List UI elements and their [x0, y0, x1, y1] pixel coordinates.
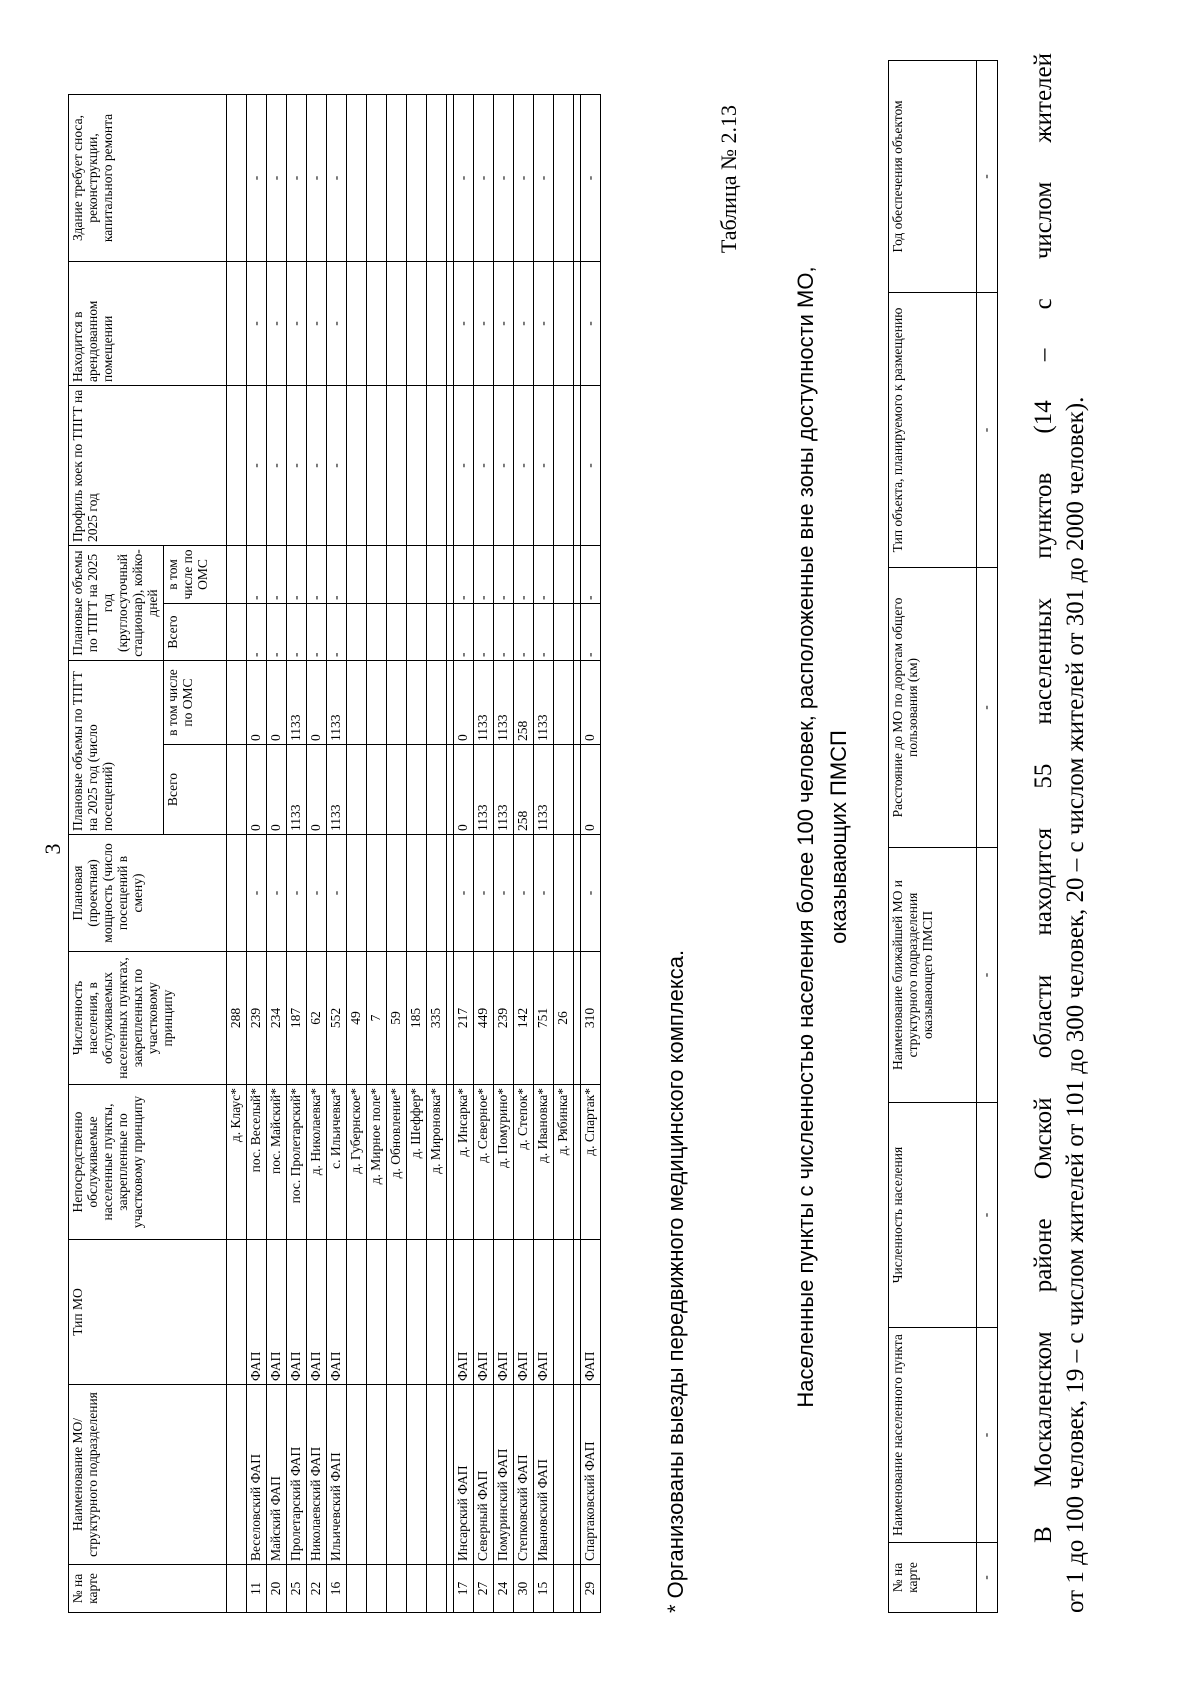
- repair-cell: -: [307, 95, 327, 262]
- capacity-cell: -: [454, 835, 474, 952]
- name-cell: [407, 1385, 427, 1565]
- visits-total-cell: 0: [454, 745, 474, 835]
- name-cell: [367, 1385, 387, 1565]
- table-row: [347, 95, 367, 1613]
- name-cell: [427, 1385, 447, 1565]
- capacity-cell: -: [247, 835, 267, 952]
- name-cell: Ильичевский ФАП: [327, 1385, 347, 1565]
- table-row: [554, 95, 574, 1613]
- profile-cell: -: [307, 386, 327, 546]
- table-row: [307, 95, 327, 1613]
- capacity-cell: [407, 835, 427, 952]
- rented-cell: -: [327, 262, 347, 386]
- beds-oms-cell: -: [454, 546, 474, 604]
- num-cell: 27: [474, 1565, 494, 1613]
- visits-total-cell: 0: [247, 745, 267, 835]
- rented-cell: [387, 262, 407, 386]
- beds-total-cell: -: [307, 604, 327, 661]
- type-cell: ФАП: [454, 1240, 474, 1385]
- population-cell: 7: [367, 952, 387, 1085]
- profile-cell: -: [494, 386, 514, 546]
- profile-cell: -: [581, 386, 601, 546]
- header-visits: Плановые объемы по ТПГТ на 2025 год (число посещений): [69, 661, 164, 835]
- visits-oms-cell: 0: [307, 661, 327, 745]
- table2-header: № на карте: [889, 1543, 977, 1613]
- population-cell: 187: [287, 952, 307, 1085]
- num-cell: [347, 1565, 367, 1613]
- population-cell: 449: [474, 952, 494, 1085]
- visits-total-cell: [427, 745, 447, 835]
- section-title-line1: Населенные пункты с численностью населения более 100 человек, расположенные вне зоны доступности МО,: [793, 266, 818, 1408]
- table-row: [387, 95, 407, 1613]
- settlement-cell: д. Северное*: [474, 1085, 494, 1240]
- table-row: [977, 61, 998, 1613]
- beds-total-cell: [407, 604, 427, 661]
- type-cell: ФАП: [267, 1240, 287, 1385]
- beds-total-cell: [554, 604, 574, 661]
- header-profile: Профиль коек по ТПГТ на 2025 год: [69, 386, 227, 546]
- name-cell: Инсарский ФАП: [454, 1385, 474, 1565]
- visits-total-cell: 1133: [287, 745, 307, 835]
- capacity-cell: [427, 835, 447, 952]
- beds-total-cell: [427, 604, 447, 661]
- population-cell: 335: [427, 952, 447, 1085]
- name-cell: Веселовский ФАП: [247, 1385, 267, 1565]
- profile-cell: [347, 386, 367, 546]
- rented-cell: -: [307, 262, 327, 386]
- capacity-cell: -: [581, 835, 601, 952]
- repair-cell: [367, 95, 387, 262]
- settlement-cell: д. Шеффер*: [407, 1085, 427, 1240]
- visits-total-cell: 0: [267, 745, 287, 835]
- repair-cell: -: [287, 95, 307, 262]
- type-cell: [427, 1240, 447, 1385]
- table-row: [407, 95, 427, 1613]
- beds-total-cell: -: [267, 604, 287, 661]
- repair-cell: -: [454, 95, 474, 262]
- population-cell: 26: [554, 952, 574, 1085]
- rented-cell: -: [494, 262, 514, 386]
- visits-oms-cell: 0: [247, 661, 267, 745]
- beds-total-cell: [387, 604, 407, 661]
- num-cell: 20: [267, 1565, 287, 1613]
- section-title-line2: оказывающих ПМСП: [826, 730, 851, 944]
- num-cell: 16: [327, 1565, 347, 1613]
- beds-total-cell: [347, 604, 367, 661]
- visits-oms-cell: [554, 661, 574, 745]
- type-cell: [407, 1240, 427, 1385]
- profile-cell: -: [267, 386, 287, 546]
- capacity-cell: -: [287, 835, 307, 952]
- repair-cell: -: [327, 95, 347, 262]
- profile-cell: [407, 386, 427, 546]
- beds-oms-cell: -: [474, 546, 494, 604]
- population-cell: 59: [387, 952, 407, 1085]
- name-cell: Пролетарский ФАП: [287, 1385, 307, 1565]
- num-cell: 30: [514, 1565, 534, 1613]
- settlement-cell: с. Ильичевка*: [327, 1085, 347, 1240]
- settlement-cell: д. Помурино*: [494, 1085, 514, 1240]
- table2-header: Наименование ближайшей МО и структурного подразделения оказывающего ПМСП: [889, 848, 977, 1103]
- visits-total-cell: 0: [307, 745, 327, 835]
- capacity-cell: [367, 835, 387, 952]
- table2-header: Наименование населенного пункта: [889, 1328, 977, 1543]
- settlement-cell: д. Мироновка*: [427, 1085, 447, 1240]
- num-cell: 24: [494, 1565, 514, 1613]
- settlement-cell: д. Рябинка*: [554, 1085, 574, 1240]
- population-cell: 288: [227, 952, 247, 1085]
- visits-oms-cell: [347, 661, 367, 745]
- profile-cell: [367, 386, 387, 546]
- beds-oms-cell: [367, 546, 387, 604]
- header-beds-total: Всего: [164, 604, 227, 661]
- repair-cell: -: [581, 95, 601, 262]
- beds-total-cell: -: [474, 604, 494, 661]
- beds-total-cell: -: [454, 604, 474, 661]
- settlement-cell: д. Николаевка*: [307, 1085, 327, 1240]
- name-cell: Майский ФАП: [267, 1385, 287, 1565]
- beds-total-cell: -: [514, 604, 534, 661]
- beds-total-cell: -: [287, 604, 307, 661]
- type-cell: ФАП: [474, 1240, 494, 1385]
- population-cell: 239: [494, 952, 514, 1085]
- table2-cell: -: [977, 1328, 998, 1543]
- rented-cell: [367, 262, 387, 386]
- capacity-cell: -: [514, 835, 534, 952]
- beds-oms-cell: -: [247, 546, 267, 604]
- profile-cell: [427, 386, 447, 546]
- profile-cell: -: [454, 386, 474, 546]
- type-cell: ФАП: [247, 1240, 267, 1385]
- header-rented: Находится в арендованном помещении: [69, 262, 227, 386]
- repair-cell: [347, 95, 367, 262]
- profile-cell: -: [327, 386, 347, 546]
- beds-total-cell: -: [534, 604, 554, 661]
- beds-total-cell: -: [494, 604, 514, 661]
- table-row: [514, 95, 534, 1613]
- name-cell: [347, 1385, 367, 1565]
- name-cell: [554, 1385, 574, 1565]
- beds-oms-cell: [347, 546, 367, 604]
- table-row: [327, 95, 347, 1613]
- beds-total-cell: [367, 604, 387, 661]
- capacity-cell: -: [267, 835, 287, 952]
- table-row: [427, 95, 447, 1613]
- repair-cell: -: [247, 95, 267, 262]
- settlement-cell: д. Клаус*: [227, 1085, 247, 1240]
- repair-cell: -: [494, 95, 514, 262]
- beds-oms-cell: [427, 546, 447, 604]
- type-cell: [387, 1240, 407, 1385]
- type-cell: [367, 1240, 387, 1385]
- beds-oms-cell: -: [307, 546, 327, 604]
- visits-oms-cell: 0: [454, 661, 474, 745]
- visits-oms-cell: 1133: [474, 661, 494, 745]
- population-cell: 234: [267, 952, 287, 1085]
- capacity-cell: -: [494, 835, 514, 952]
- name-cell: Степковский ФАП: [514, 1385, 534, 1565]
- name-cell: Ивановский ФАП: [534, 1385, 554, 1565]
- num-cell: [427, 1565, 447, 1613]
- header-population: Численность населения, в обслуживаемых населенных пунктах, закрепленных по участковому принципу: [69, 952, 227, 1085]
- footnote: * Организованы выезды передвижного медицинского комплекса.: [663, 949, 688, 1613]
- table-number: Таблица № 2.13: [716, 105, 741, 254]
- capacity-cell: -: [534, 835, 554, 952]
- section-title: [789, 61, 855, 1613]
- visits-total-cell: 1133: [534, 745, 554, 835]
- table-row: [474, 95, 494, 1613]
- type-cell: ФАП: [327, 1240, 347, 1385]
- table2-header: Тип объекта, планируемого к размещению: [889, 293, 977, 568]
- table-row: [581, 95, 601, 1613]
- rented-cell: [407, 262, 427, 386]
- capacity-cell: [554, 835, 574, 952]
- profile-cell: -: [514, 386, 534, 546]
- table2-header: Год обеспечения объектом: [889, 61, 977, 293]
- beds-oms-cell: -: [287, 546, 307, 604]
- visits-total-cell: 1133: [474, 745, 494, 835]
- settlement-cell: д. Инсарка*: [454, 1085, 474, 1240]
- beds-total-cell: -: [581, 604, 601, 661]
- beds-oms-cell: [554, 546, 574, 604]
- header-num: № на карте: [69, 1565, 227, 1613]
- capacity-cell: -: [307, 835, 327, 952]
- header-beds: Плановые объемы по ТПГТ на 2025 год (круглосуточный стационар), койко-дней: [69, 546, 164, 661]
- visits-oms-cell: 1133: [327, 661, 347, 745]
- rented-cell: [427, 262, 447, 386]
- population-cell: 142: [514, 952, 534, 1085]
- visits-oms-cell: [367, 661, 387, 745]
- name-cell: Спартаковский ФАП: [581, 1385, 601, 1565]
- name-cell: Николаевский ФАП: [307, 1385, 327, 1565]
- header-visits-total: Всего: [164, 745, 227, 835]
- table2-cell: -: [977, 848, 998, 1103]
- rented-cell: [554, 262, 574, 386]
- rented-cell: -: [534, 262, 554, 386]
- population-cell: 62: [307, 952, 327, 1085]
- paragraph-line1: В Москаленском районе Омской области находится 55 населенных пунктов (14 – с числом жителей: [1030, 53, 1057, 1543]
- repair-cell: -: [534, 95, 554, 262]
- num-cell: [387, 1565, 407, 1613]
- type-cell: ФАП: [534, 1240, 554, 1385]
- header-visits-oms: в том числе по ОМС: [164, 661, 227, 745]
- num-cell: 25: [287, 1565, 307, 1613]
- repair-cell: [407, 95, 427, 262]
- visits-oms-cell: [427, 661, 447, 745]
- row-separator: [574, 95, 581, 1613]
- settlement-cell: пос. Пролетарский*: [287, 1085, 307, 1240]
- repair-cell: -: [267, 95, 287, 262]
- settlement-cell: д. Степок*: [514, 1085, 534, 1240]
- settlement-cell: пос. Майский*: [267, 1085, 287, 1240]
- population-cell: 239: [247, 952, 267, 1085]
- visits-total-cell: 1133: [494, 745, 514, 835]
- table2-header: Расстояние до МО по дорогам общего пользования (км): [889, 568, 977, 848]
- beds-oms-cell: [407, 546, 427, 604]
- num-cell: 11: [247, 1565, 267, 1613]
- page-number: 3: [40, 843, 65, 855]
- beds-oms-cell: -: [327, 546, 347, 604]
- type-cell: ФАП: [494, 1240, 514, 1385]
- num-cell: 29: [581, 1565, 601, 1613]
- table-row: [267, 95, 287, 1613]
- capacity-cell: -: [327, 835, 347, 952]
- visits-total-cell: [387, 745, 407, 835]
- repair-cell: [427, 95, 447, 262]
- table2-cell: -: [977, 1103, 998, 1328]
- table2-cell: -: [977, 1543, 998, 1613]
- repair-cell: [554, 95, 574, 262]
- repair-cell: [387, 95, 407, 262]
- type-cell: [554, 1240, 574, 1385]
- type-cell: ФАП: [514, 1240, 534, 1385]
- visits-total-cell: [407, 745, 427, 835]
- visits-oms-cell: 1133: [494, 661, 514, 745]
- settlement-cell: пос. Веселый*: [247, 1085, 267, 1240]
- settlement-cell: д. Ивановка*: [534, 1085, 554, 1240]
- num-cell: 15: [534, 1565, 554, 1613]
- capacity-cell: [347, 835, 367, 952]
- table2-cell: -: [977, 61, 998, 293]
- visits-total-cell: [347, 745, 367, 835]
- beds-oms-cell: -: [514, 546, 534, 604]
- profile-cell: -: [287, 386, 307, 546]
- row-separator: [447, 95, 454, 1613]
- table-row: [534, 95, 554, 1613]
- beds-oms-cell: -: [494, 546, 514, 604]
- num-cell: [407, 1565, 427, 1613]
- population-cell: 217: [454, 952, 474, 1085]
- rented-cell: -: [287, 262, 307, 386]
- visits-total-cell: 0: [581, 745, 601, 835]
- population-cell: 751: [534, 952, 554, 1085]
- population-cell: 185: [407, 952, 427, 1085]
- facilities-table: [68, 94, 601, 1613]
- table-row: [494, 95, 514, 1613]
- type-cell: ФАП: [307, 1240, 327, 1385]
- settlement-cell: д. Губернское*: [347, 1085, 367, 1240]
- table2-cell: -: [977, 293, 998, 568]
- beds-oms-cell: -: [581, 546, 601, 604]
- visits-oms-cell: 0: [267, 661, 287, 745]
- paragraph: [1028, 53, 1092, 1613]
- header-settlements: Непосредственно обслуживаемые населенные пункты, закрепленные по участковому принципу: [69, 1085, 227, 1240]
- visits-total-cell: 1133: [327, 745, 347, 835]
- table-row: [287, 95, 307, 1613]
- repair-cell: -: [514, 95, 534, 262]
- profile-cell: [387, 386, 407, 546]
- header-type: Тип МО: [69, 1240, 227, 1385]
- type-cell: [347, 1240, 367, 1385]
- capacity-cell: [387, 835, 407, 952]
- visits-oms-cell: [407, 661, 427, 745]
- paragraph-line2: от 1 до 100 человек, 19 – с числом жителей от 101 до 300 человек, 20 – с числом жителей от 301 до 2000 человек).: [1062, 396, 1089, 1613]
- profile-cell: -: [474, 386, 494, 546]
- visits-oms-cell: [387, 661, 407, 745]
- visits-total-cell: [554, 745, 574, 835]
- type-cell: ФАП: [581, 1240, 601, 1385]
- num-cell: 17: [454, 1565, 474, 1613]
- visits-total-cell: [367, 745, 387, 835]
- rented-cell: -: [267, 262, 287, 386]
- population-cell: 552: [327, 952, 347, 1085]
- header-repair: Здание требует сноса, реконструкции, капитального ремонта: [69, 95, 227, 262]
- num-cell: [367, 1565, 387, 1613]
- table-row: [247, 95, 267, 1613]
- repair-cell: -: [474, 95, 494, 262]
- name-cell: Северный ФАП: [474, 1385, 494, 1565]
- population-cell: 49: [347, 952, 367, 1085]
- beds-total-cell: -: [327, 604, 347, 661]
- table-row: [454, 95, 474, 1613]
- settlement-cell: д. Обновление*: [387, 1085, 407, 1240]
- header-name: Наименование МО/ структурного подразделения: [69, 1385, 227, 1565]
- settlement-cell: д. Спартак*: [581, 1085, 601, 1240]
- beds-oms-cell: -: [534, 546, 554, 604]
- profile-cell: -: [534, 386, 554, 546]
- rented-cell: [347, 262, 367, 386]
- rented-cell: -: [514, 262, 534, 386]
- profile-cell: [554, 386, 574, 546]
- capacity-cell: -: [474, 835, 494, 952]
- visits-total-cell: 258: [514, 745, 534, 835]
- beds-oms-cell: -: [267, 546, 287, 604]
- population-cell: 310: [581, 952, 601, 1085]
- visits-oms-cell: 0: [581, 661, 601, 745]
- settlement-cell: д. Мирное поле*: [367, 1085, 387, 1240]
- profile-cell: -: [247, 386, 267, 546]
- type-cell: ФАП: [287, 1240, 307, 1385]
- rented-cell: -: [581, 262, 601, 386]
- rented-cell: -: [474, 262, 494, 386]
- header-capacity: Плановая (проектная) мощность (число посещений в смену): [69, 835, 227, 952]
- visits-oms-cell: 258: [514, 661, 534, 745]
- visits-oms-cell: 1133: [534, 661, 554, 745]
- num-cell: 22: [307, 1565, 327, 1613]
- header-beds-oms: в том числе по ОМС: [164, 546, 227, 604]
- rented-cell: -: [247, 262, 267, 386]
- settlements-table: [888, 60, 998, 1613]
- num-cell: [554, 1565, 574, 1613]
- name-cell: Помуринский ФАП: [494, 1385, 514, 1565]
- table-row-top: [227, 95, 247, 1613]
- beds-total-cell: -: [247, 604, 267, 661]
- table-row: [367, 95, 387, 1613]
- visits-oms-cell: 1133: [287, 661, 307, 745]
- table2-header: Численность населения: [889, 1103, 977, 1328]
- rented-cell: -: [454, 262, 474, 386]
- table2-cell: -: [977, 568, 998, 848]
- name-cell: [387, 1385, 407, 1565]
- beds-oms-cell: [387, 546, 407, 604]
